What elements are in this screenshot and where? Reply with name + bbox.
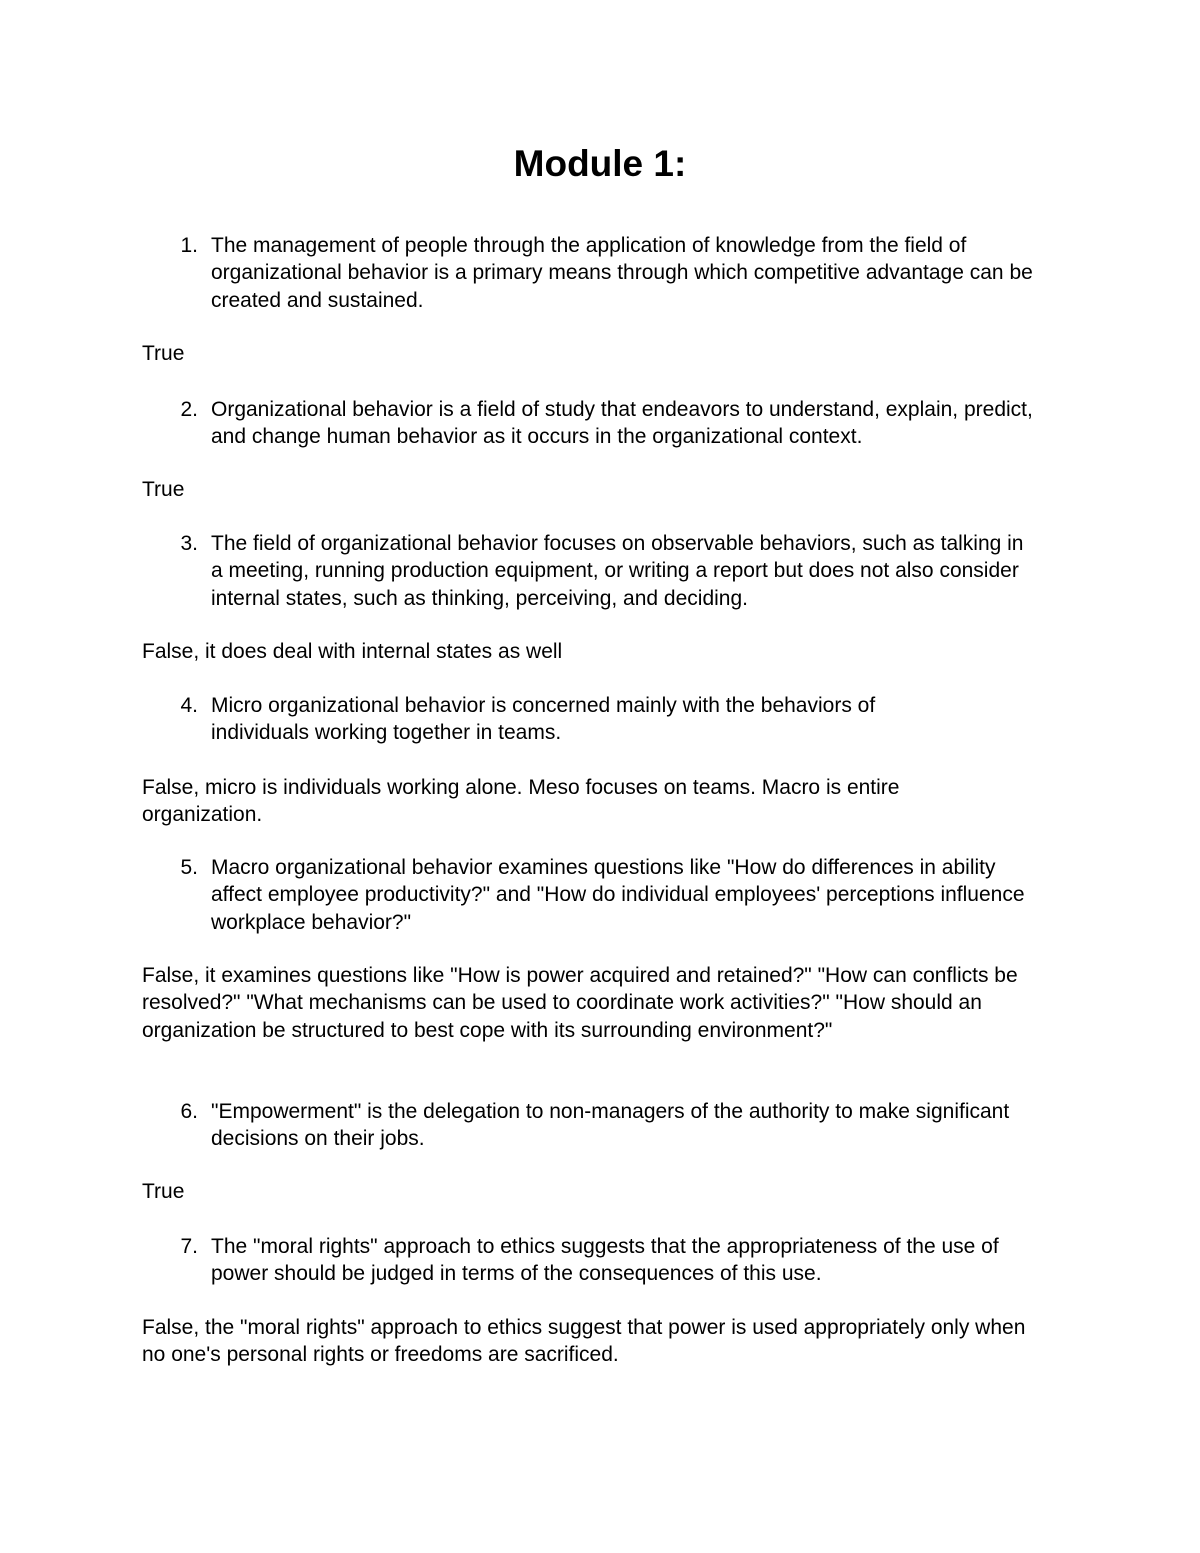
question-text: The field of organizational behavior focuses on observable behaviors, such as talking in a meeting, running production equipment, or writing a report but does not also consider internal states, such as thinking, perceiving, and deciding.	[211, 532, 1024, 610]
question-text: Macro organizational behavior examines questions like "How do differences in ability affect employee productivity?" and "How do individual employees' perceptions influence workplace behavior?"	[211, 856, 1025, 934]
question-number: 3.	[180, 532, 198, 555]
answer-text: False, it examines questions like "How is power acquired and retained?" "How can conflicts be resolved?" "What mechanisms can be used to coordinate work activities?" "How should an organization be structured to best cope with its surrounding environment?"	[142, 964, 1018, 1042]
question-number: 4.	[180, 694, 198, 717]
answer-text: True	[142, 342, 185, 365]
question-number: 2.	[180, 398, 198, 421]
question-text: The management of people through the application of knowledge from the field of organizational behavior is a primary means through which competitive advantage can be created and sustained.	[211, 234, 1033, 312]
question-text: "Empowerment" is the delegation to non-managers of the authority to make significant decisions on their jobs.	[211, 1100, 1010, 1151]
answer-text: True	[142, 1180, 185, 1203]
question-text: Micro organizational behavior is concerned mainly with the behaviors of individuals working together in teams.	[211, 694, 876, 745]
answer-text: False, micro is individuals working alone. Meso focuses on teams. Macro is entire organization.	[142, 776, 900, 827]
answer-text: False, it does deal with internal states as well	[142, 640, 563, 663]
question-text: Organizational behavior is a field of study that endeavors to understand, explain, predict, and change human behavior as it occurs in the organizational context.	[211, 398, 1033, 449]
page-title: Module 1:	[513, 143, 687, 184]
question-number: 1.	[180, 234, 198, 257]
question-number: 6.	[180, 1100, 198, 1123]
answer-text: True	[142, 478, 185, 501]
question-number: 7.	[180, 1235, 198, 1258]
question-number: 5.	[180, 856, 198, 879]
answer-text: False, the "moral rights" approach to ethics suggest that power is used appropriately only when no one's personal rights or freedoms are sacrificed.	[142, 1316, 1026, 1367]
question-text: The "moral rights" approach to ethics suggests that the appropriateness of the use of power should be judged in terms of the consequences of this use.	[211, 1235, 999, 1286]
